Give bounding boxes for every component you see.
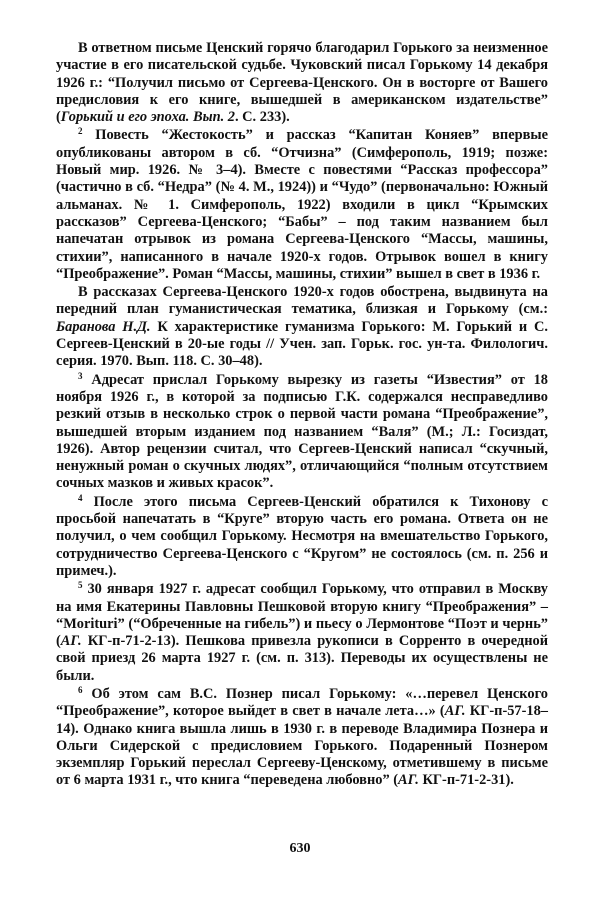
page-number: 630 <box>289 841 311 856</box>
note-text: Об этом сам B.C. Познер писал Горькому: «…перевел Ценского “Преображение”, которое выйдет в свет в начале лета…» ( <box>56 685 548 720</box>
note-text: В рассказах Сергеева-Ценского 1920-х годов обострена, выдвинута на передний план гуманистическая тематика, близкая и Горькому (см.: <box>56 284 548 318</box>
note-paragraph <box>56 284 548 370</box>
note-text: Повесть “Жестокость” и рассказ “Капитан Коняев” впервые опубликованы автором в сб. “Отчизна” (Симферополь, 1919; позже: Новый мир. 1926. № 3–4). Вместе с повестями “Рассказ профессора” (частично в сб. “Недра” (№ 4. М., 1924)) и “Чудо” (первоначально: Южный альманах. № 1. Симферополь, 1922) входили в цикл “Крымских рассказов” Сергеева-Ценского; “Бабы” – под таким названием был напечатан отрывок из романа Сергеева-Ценского “Массы, машины, стихии”, написанного в начале 1920-х годов. Отрывок вошел в книгу “Преображение”. Роман “Массы, машины, стихии” вышел в свет в 1936 г. <box>56 127 548 282</box>
note-6 <box>56 686 548 790</box>
note-2 <box>56 127 548 283</box>
citation-italic: АГ. <box>60 633 82 650</box>
note-text: КГ-п-71-2-13). Пешкова привезла рукописи в Сорренто в очередной свой приезд 26 марта 1927 г. (см. п. 313). Переводы их осуществлены не были. <box>56 633 548 684</box>
citation-italic: АГ. <box>398 772 419 789</box>
note-paragraph <box>56 40 548 126</box>
citation-italic: Баранова Н.Д. <box>56 318 151 335</box>
note-text: К характеристике гуманизма Горького: М. Горький и С. Сергеев-Ценский в 20-ые годы // Учен. зап. Горьк. гос. ун-та. Филологич. серия. 1970. Вып. 118. С. 30–48). <box>56 318 548 370</box>
commentary-text <box>56 40 548 791</box>
note-text: КГ-п-71-2-31). <box>418 772 514 789</box>
note-marker: 5 <box>78 580 83 591</box>
note-text: . С. 233). <box>234 109 290 126</box>
citation-italic: Горький и его эпоха. Вып. 2 <box>60 109 235 126</box>
note-text: После этого письма Сергеев-Ценский обратился к Тихонову с просьбой напечатать в “Круге” вторую часть его романа. Ответа он не получил, о чем сообщил Горькому. Несмотря на вмешательство Горького, сотрудничество Сергеева-Ценского с “Кругом” не состоялось (см. п. 256 и примеч.). <box>56 493 548 579</box>
note-text: В ответном письме Ценский горячо благодарил Горького за неизменное участие в его писательской судьбе. Чуковский писал Горькому 14 декабря 1926 г.: “Получил письмо от Сергеева-Ценского. Он в восторге от Вашего предисловия к его книге, вышедшей в американском издательстве” ( <box>56 40 548 126</box>
note-4 <box>56 494 548 580</box>
note-marker: 2 <box>78 126 83 137</box>
note-marker: 6 <box>78 684 83 695</box>
note-text: Адресат прислал Горькому вырезку из газеты “Известия” от 18 ноября 1926 г., в которой за подписью Г.К. содержался несправедливо резкий отзыв в несколько строк о первой части романа “Преображение”, вышедшей вторым изданием под названием “Валя” (М.; Л.: Госиздат, 1926). Автор рецензии считал, что Сергеев-Ценский написал “скучный, ненужный роман о скучных людях”, отличающийся “полным отсутствием сочных мазков и живых красок”. <box>56 371 548 492</box>
note-marker: 3 <box>78 370 83 381</box>
note-3 <box>56 372 548 493</box>
note-5 <box>56 581 548 685</box>
note-marker: 4 <box>78 492 83 503</box>
citation-italic: АГ. <box>444 703 466 720</box>
note-text: 30 января 1927 г. адресат сообщил Горькому, что отправил в Москву на имя Екатерины Павловны Пешковой вторую книгу “Преображения” – “Morituri” (“Обреченные на гибель”) и пьесу о Лермонтове “Поэт и чернь” ( <box>56 581 548 650</box>
note-text: КГ-п-57-18–14). Однако книга вышла лишь в 1930 г. в переводе Владимира Познера и Ольги Сидерской с предисловием Горького. Подаренный Познером экземпляр Горький переслал Сергееву-Ценскому, отметившему в письме от 6 марта 1931 г., что книга “переведена любовно” ( <box>56 703 549 789</box>
